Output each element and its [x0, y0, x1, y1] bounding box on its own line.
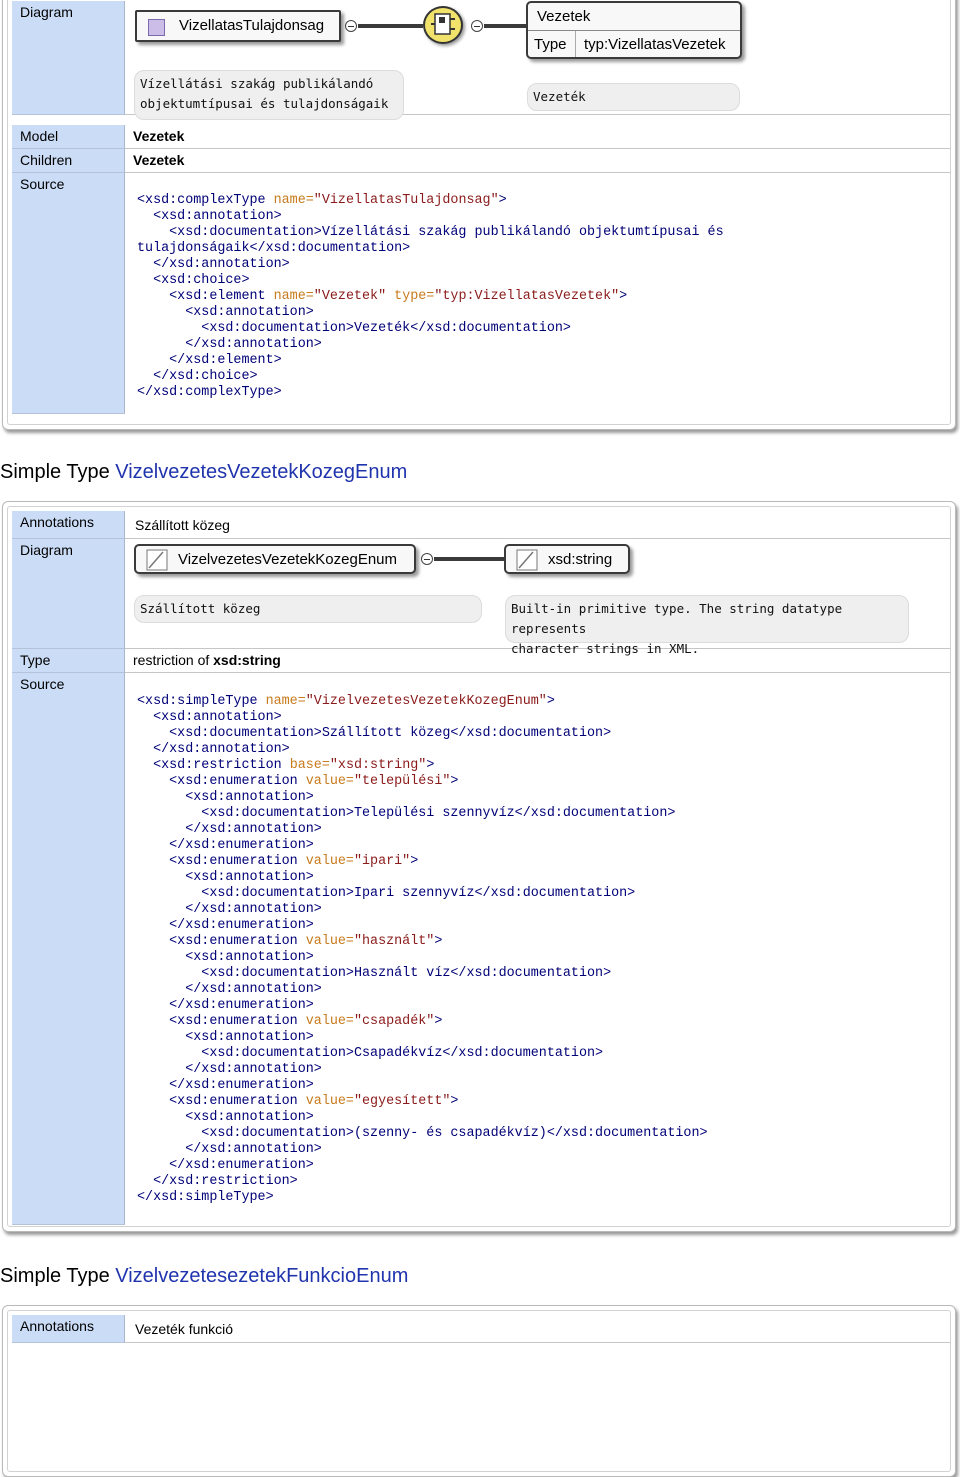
source-line: <xsd:element name="Vezetek" type="typ:VizellatasVezetek"> [137, 289, 628, 304]
diagram-cell [125, 539, 950, 656]
connector-line [358, 24, 423, 28]
source-line: <xsd:documentation>Települési szennyvíz</xsd:documentation> [137, 806, 676, 821]
source-line: </xsd:annotation> [137, 902, 322, 917]
source-line: <xsd:choice> [137, 273, 250, 288]
source-code [137, 694, 708, 1206]
choice-symbol-icon [425, 8, 461, 42]
source-line: <xsd:enumeration value="ipari"> [137, 854, 419, 869]
annotations-label: Annotations [12, 511, 125, 539]
simple-type-panel [2, 501, 956, 1232]
element-annotation [527, 83, 740, 111]
complex-type-icon [148, 19, 165, 36]
source-line: <xsd:documentation>Használt víz</xsd:documentation> [137, 966, 612, 981]
source-line: <xsd:annotation> [137, 790, 314, 805]
base-type-name: xsd:string [548, 551, 613, 568]
annotations-row [12, 511, 950, 539]
heading-name[interactable]: VizelvezetesVezetekKozegEnum [115, 461, 408, 483]
source-line: </xsd:annotation> [137, 1062, 322, 1077]
element-type-label: Type [534, 36, 567, 53]
source-line: <xsd:annotation> [137, 1110, 314, 1125]
children-value: Vezetek [125, 149, 950, 173]
annotation-line-1: Vízellátási szakág publikálandó [140, 76, 374, 91]
source-line: <xsd:annotation> [137, 209, 282, 224]
source-line: <xsd:documentation>Vízellátási szakág publikálandó objektumtípusai és [137, 225, 724, 240]
complex-type-panel [2, 0, 956, 430]
source-line: <xsd:annotation> [137, 870, 314, 885]
source-line: <xsd:enumeration value="csapadék"> [137, 1014, 443, 1029]
element-name: Vezetek [537, 8, 591, 25]
type-cell [125, 649, 950, 673]
simple-type-panel-2 [2, 1305, 956, 1477]
source-line: </xsd:complexType> [137, 385, 282, 400]
children-row [12, 149, 950, 173]
annotations-row [12, 1315, 950, 1343]
source-line: </xsd:choice> [137, 369, 258, 384]
source-line: </xsd:restriction> [137, 1174, 298, 1189]
source-line: <xsd:documentation>Ipari szennyvíz</xsd:documentation> [137, 886, 636, 901]
source-line: <xsd:documentation>Csapadékvíz</xsd:documentation> [137, 1046, 604, 1061]
simple-type-annotation [134, 595, 482, 623]
complex-type-name: VizellatasTulajdonsag [179, 17, 325, 34]
connector-line [434, 557, 504, 561]
source-line: </xsd:simpleType> [137, 1190, 274, 1205]
source-line: </xsd:enumeration> [137, 1078, 314, 1093]
base-type-icon [516, 549, 538, 571]
base-annotation-line-1: Built-in primitive type. The string datatype represents [511, 601, 843, 636]
base-type-node[interactable] [504, 544, 630, 574]
simple-type-icon [146, 549, 168, 571]
annotation-line-2: objektumtípusai és tulajdonságaik [140, 96, 389, 111]
element-annotation-text: Vezeték [533, 89, 586, 104]
collapse-icon-2[interactable] [471, 20, 483, 32]
section-heading [0, 461, 407, 484]
heading-kind: Simple Type [0, 1265, 110, 1287]
source-line: <xsd:documentation>(szenny- és csapadékvíz)</xsd:documentation> [137, 1126, 708, 1141]
element-type-divider [575, 31, 576, 57]
source-line: <xsd:complexType name="VizellatasTulajdonsag"> [137, 193, 507, 208]
simple-type-node[interactable] [134, 544, 416, 574]
annotations-value: Szállított közeg [125, 511, 950, 539]
section-heading-2 [0, 1265, 408, 1288]
source-line: <xsd:annotation> [137, 1030, 314, 1045]
collapse-icon[interactable] [345, 20, 357, 32]
annotations-value: Vezeték funkció [125, 1315, 950, 1343]
source-line: </xsd:element> [137, 353, 282, 368]
diagram-row [12, 539, 950, 656]
source-line: </xsd:annotation> [137, 257, 290, 272]
source-row [12, 173, 950, 414]
element-type-value: typ:VizellatasVezetek [584, 36, 726, 53]
model-value: Vezetek [125, 125, 950, 149]
diagram-label: Diagram [12, 539, 125, 649]
base-annotation-line-2: character strings in XML. [511, 641, 700, 656]
source-line: <xsd:documentation>Szállított közeg</xsd:documentation> [137, 726, 612, 741]
source-line: </xsd:annotation> [137, 337, 322, 352]
choice-compositor-icon[interactable] [423, 6, 463, 44]
type-label: Type [12, 649, 125, 673]
model-row [12, 125, 950, 149]
type-prefix: restriction of [133, 652, 214, 668]
source-cell [125, 173, 950, 414]
annotations-label: Annotations [12, 1315, 125, 1343]
diagram-label: Diagram [12, 1, 125, 115]
type-row [12, 649, 950, 673]
children-label: Children [12, 149, 125, 173]
simple-type-annotation-text: Szállított közeg [140, 601, 261, 616]
source-row [12, 673, 950, 1225]
source-line: </xsd:annotation> [137, 742, 290, 757]
source-label: Source [12, 673, 125, 1225]
source-cell [125, 673, 950, 1225]
source-line: <xsd:enumeration value="egyesített"> [137, 1094, 459, 1109]
collapse-icon[interactable] [421, 553, 433, 565]
source-label: Source [12, 173, 125, 414]
base-type-annotation [505, 595, 909, 656]
complex-type-node[interactable] [135, 10, 341, 42]
source-line: </xsd:enumeration> [137, 998, 314, 1013]
complex-type-annotation [134, 70, 404, 120]
diagram-cell [125, 1, 950, 115]
source-line: tulajdonságaik</xsd:documentation> [137, 241, 411, 256]
source-line: <xsd:documentation>Vezeték</xsd:documentation> [137, 321, 571, 336]
source-line: <xsd:simpleType name="VizelvezetesVezetekKozegEnum"> [137, 694, 555, 709]
element-node[interactable] [526, 1, 742, 59]
source-line: </xsd:annotation> [137, 822, 322, 837]
source-line: </xsd:enumeration> [137, 918, 314, 933]
source-line: </xsd:enumeration> [137, 838, 314, 853]
source-line: </xsd:annotation> [137, 982, 322, 997]
source-line: <xsd:restriction base="xsd:string"> [137, 758, 435, 773]
heading-kind: Simple Type [0, 461, 110, 483]
type-value[interactable]: xsd:string [213, 652, 281, 668]
simple-type-name: VizelvezetesVezetekKozegEnum [178, 551, 398, 568]
source-line: <xsd:enumeration value="települési"> [137, 774, 459, 789]
element-divider [528, 30, 740, 31]
source-line: </xsd:enumeration> [137, 1158, 314, 1173]
source-code [137, 193, 724, 401]
source-line: </xsd:annotation> [137, 1142, 322, 1157]
source-line: <xsd:enumeration value="használt"> [137, 934, 443, 949]
heading-name[interactable]: VizelvezetesezetekFunkcioEnum [115, 1265, 409, 1287]
connector-line-2 [484, 24, 526, 28]
model-label: Model [12, 125, 125, 149]
source-line: <xsd:annotation> [137, 305, 314, 320]
source-line: <xsd:annotation> [137, 710, 282, 725]
source-line: <xsd:annotation> [137, 950, 314, 965]
diagram-row [12, 1, 950, 115]
